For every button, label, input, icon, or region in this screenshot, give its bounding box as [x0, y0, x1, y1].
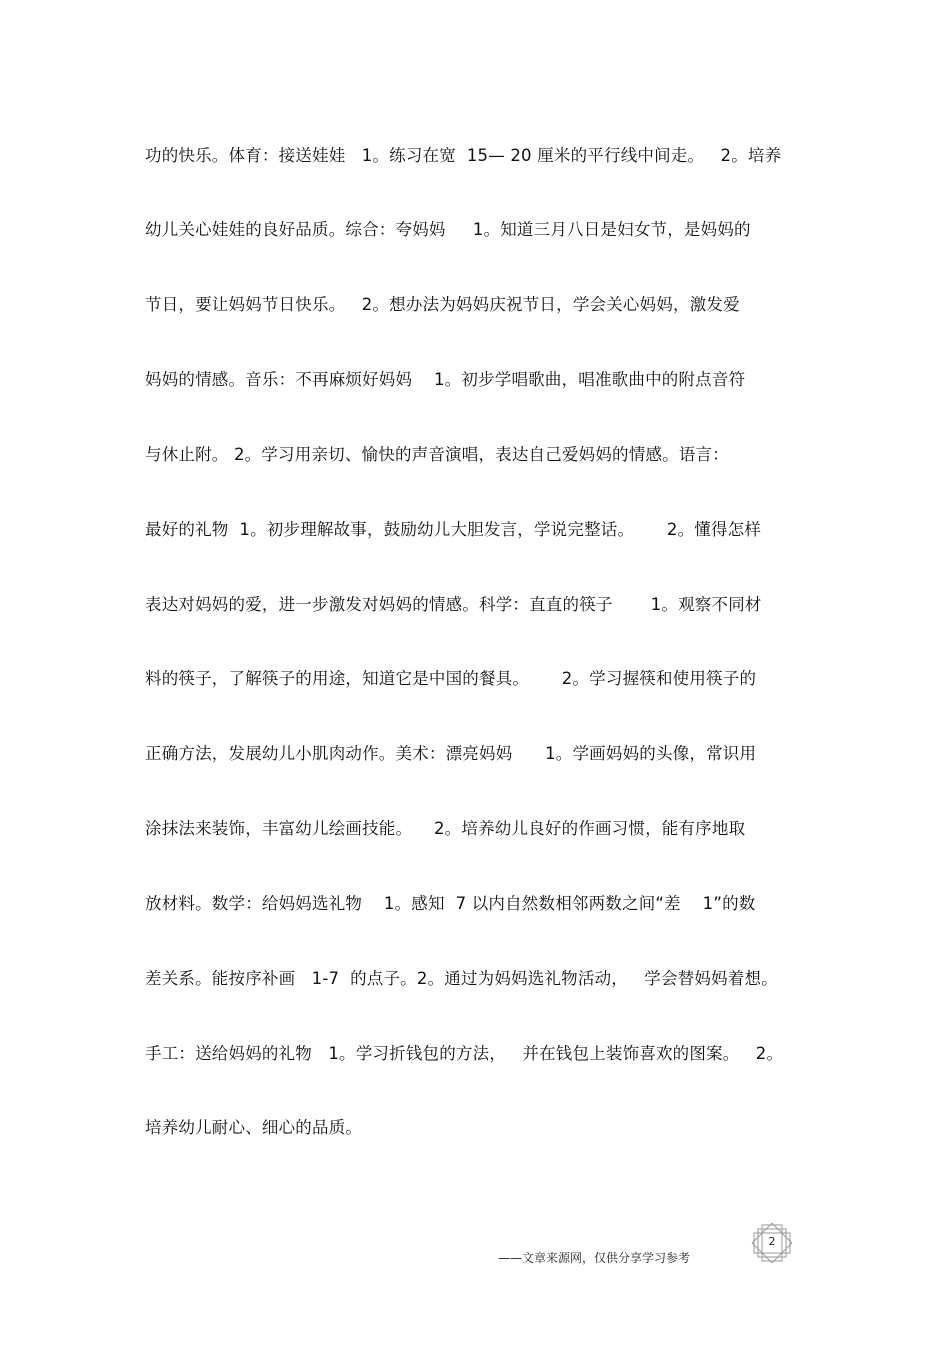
body-line-3: 节日，要让妈妈节日快乐。 2。想办法为妈妈庆祝节日，学会关心妈妈，激发爱 — [145, 295, 740, 314]
body-line-6: 最好的礼物 1。初步理解故事，鼓励幼儿大胆发言，学说完整话。 2。懂得怎样 — [145, 520, 762, 539]
body-line-9: 正确方法，发展幼儿小肌肉动作。美术：漂亮妈妈 1。学画妈妈的头像，常识用 — [145, 744, 757, 763]
body-line-7: 表达对妈妈的爱，进一步激发对妈妈的情感。科学：直直的筷子 1。观察不同材 — [145, 595, 762, 614]
footer-source-note: ——文章来源网，仅供分享学习参考 — [498, 1251, 691, 1265]
body-line-12: 差关系。能按序补画 1-7 的点子。2。通过为妈妈选礼物活动， 学会替妈妈着想。 — [145, 969, 778, 988]
body-line-4: 妈妈的情感。音乐：不再麻烦好妈妈 1。初步学唱歌曲，唱准歌曲中的附点音符 — [145, 370, 746, 389]
body-line-2: 幼儿关心娃娃的良好品质。综合：夸妈妈 1。知道三月八日是妇女节，是妈妈的 — [145, 220, 751, 239]
body-line-10: 涂抹法来装饰，丰富幼儿绘画技能。 2。培养幼儿良好的作画习惯，能有序地取 — [145, 819, 746, 838]
body-line-8: 料的筷子，了解筷子的用途，知道它是中国的餐具。 2。学习握筷和使用筷子的 — [145, 669, 757, 688]
page-number: 2 — [768, 1235, 776, 1248]
body-line-13: 手工：送给妈妈的礼物 1。学习折钱包的方法， 并在钱包上装饰喜欢的图案。 2。 — [145, 1044, 784, 1063]
body-line-1: 功的快乐。体育：接送娃娃 1。练习在宽 15— 20 厘米的平行线中间走。 2。培养 — [145, 146, 782, 165]
body-line-5: 与休止附。 2。学习用亲切、愉快的声音演唱，表达自己爱妈妈的情感。语言： — [145, 445, 729, 464]
body-line-14: 培养幼儿耐心、细心的品质。 — [145, 1118, 363, 1137]
body-line-11: 放材料。数学：给妈妈选礼物 1。感知 7 以内自然数相邻两数之间“差 1”的数 — [145, 894, 756, 913]
